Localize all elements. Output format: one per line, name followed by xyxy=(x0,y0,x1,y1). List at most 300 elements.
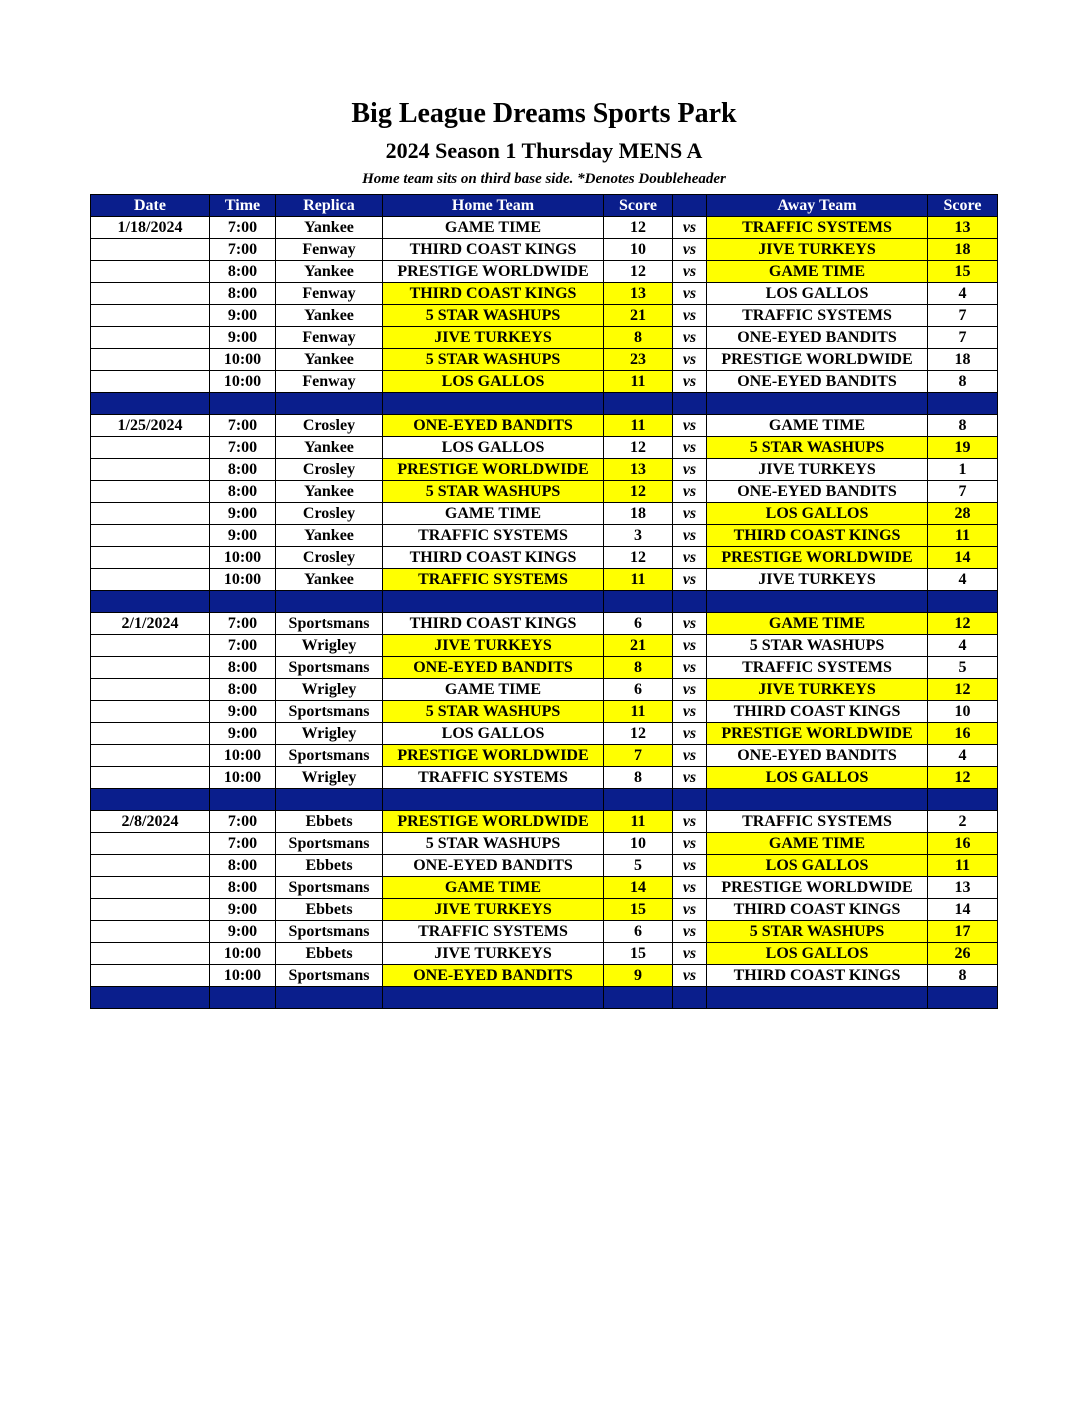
time-cell: 8:00 xyxy=(210,283,276,305)
separator-cell xyxy=(276,591,383,613)
date-cell xyxy=(91,943,210,965)
home-team-cell: PRESTIGE WORLDWIDE xyxy=(383,745,604,767)
vs-cell: vs xyxy=(673,305,707,327)
time-cell: 10:00 xyxy=(210,767,276,789)
home-score-cell: 12 xyxy=(604,217,673,239)
time-cell: 8:00 xyxy=(210,459,276,481)
replica-cell: Sportsmans xyxy=(276,877,383,899)
vs-cell: vs xyxy=(673,877,707,899)
date-cell xyxy=(91,371,210,393)
date-cell xyxy=(91,657,210,679)
away-score-cell: 4 xyxy=(928,745,998,767)
home-team-cell: THIRD COAST KINGS xyxy=(383,547,604,569)
replica-cell: Ebbets xyxy=(276,899,383,921)
home-score-cell: 23 xyxy=(604,349,673,371)
replica-cell: Yankee xyxy=(276,305,383,327)
home-score-cell: 21 xyxy=(604,635,673,657)
separator-cell xyxy=(276,987,383,1009)
away-team-cell: GAME TIME xyxy=(707,415,928,437)
vs-cell: vs xyxy=(673,525,707,547)
time-cell: 10:00 xyxy=(210,371,276,393)
home-score-cell: 11 xyxy=(604,415,673,437)
week-separator-row xyxy=(91,789,998,811)
vs-cell: vs xyxy=(673,811,707,833)
home-team-cell: LOS GALLOS xyxy=(383,371,604,393)
away-score-cell: 28 xyxy=(928,503,998,525)
time-cell: 9:00 xyxy=(210,305,276,327)
home-score-cell: 14 xyxy=(604,877,673,899)
table-row xyxy=(91,943,998,965)
separator-cell xyxy=(604,987,673,1009)
home-team-cell: 5 STAR WASHUPS xyxy=(383,833,604,855)
away-team-cell: LOS GALLOS xyxy=(707,503,928,525)
table-row xyxy=(91,635,998,657)
away-team-cell: JIVE TURKEYS xyxy=(707,239,928,261)
time-cell: 10:00 xyxy=(210,965,276,987)
separator-cell xyxy=(276,393,383,415)
vs-cell: vs xyxy=(673,679,707,701)
date-cell xyxy=(91,723,210,745)
home-score-cell: 11 xyxy=(604,371,673,393)
home-score-cell: 8 xyxy=(604,657,673,679)
replica-cell: Sportsmans xyxy=(276,701,383,723)
away-team-cell: TRAFFIC SYSTEMS xyxy=(707,305,928,327)
time-cell: 9:00 xyxy=(210,701,276,723)
table-row xyxy=(91,833,998,855)
separator-cell xyxy=(383,393,604,415)
separator-cell xyxy=(604,591,673,613)
replica-cell: Sportsmans xyxy=(276,965,383,987)
separator-cell xyxy=(928,591,998,613)
away-score-cell: 12 xyxy=(928,613,998,635)
time-cell: 9:00 xyxy=(210,899,276,921)
separator-cell xyxy=(928,987,998,1009)
header-replica: Replica xyxy=(276,195,383,217)
table-row xyxy=(91,261,998,283)
home-score-cell: 13 xyxy=(604,283,673,305)
time-cell: 9:00 xyxy=(210,525,276,547)
table-row xyxy=(91,327,998,349)
table-row xyxy=(91,437,998,459)
schedule-table xyxy=(90,194,998,1009)
separator-cell xyxy=(673,789,707,811)
away-score-cell: 16 xyxy=(928,833,998,855)
table-row xyxy=(91,547,998,569)
home-team-cell: 5 STAR WASHUPS xyxy=(383,349,604,371)
date-cell xyxy=(91,459,210,481)
home-team-cell: GAME TIME xyxy=(383,679,604,701)
vs-cell: vs xyxy=(673,415,707,437)
table-row xyxy=(91,899,998,921)
replica-cell: Yankee xyxy=(276,217,383,239)
away-team-cell: LOS GALLOS xyxy=(707,767,928,789)
home-team-cell: 5 STAR WASHUPS xyxy=(383,701,604,723)
home-team-cell: ONE-EYED BANDITS xyxy=(383,657,604,679)
header-time: Time xyxy=(210,195,276,217)
separator-cell xyxy=(673,591,707,613)
home-team-cell: ONE-EYED BANDITS xyxy=(383,965,604,987)
date-cell xyxy=(91,239,210,261)
separator-cell xyxy=(673,987,707,1009)
table-row xyxy=(91,745,998,767)
away-score-cell: 4 xyxy=(928,283,998,305)
table-row xyxy=(91,679,998,701)
replica-cell: Crosley xyxy=(276,415,383,437)
away-score-cell: 19 xyxy=(928,437,998,459)
table-row xyxy=(91,283,998,305)
table-row xyxy=(91,503,998,525)
replica-cell: Fenway xyxy=(276,327,383,349)
away-score-cell: 7 xyxy=(928,305,998,327)
vs-cell: vs xyxy=(673,965,707,987)
away-team-cell: PRESTIGE WORLDWIDE xyxy=(707,723,928,745)
separator-cell xyxy=(707,789,928,811)
separator-cell xyxy=(604,789,673,811)
vs-cell: vs xyxy=(673,437,707,459)
time-cell: 9:00 xyxy=(210,723,276,745)
date-cell xyxy=(91,679,210,701)
away-score-cell: 8 xyxy=(928,965,998,987)
date-cell: 2/8/2024 xyxy=(91,811,210,833)
separator-cell xyxy=(707,393,928,415)
home-score-cell: 15 xyxy=(604,899,673,921)
page-title: Big League Dreams Sports Park xyxy=(351,98,737,129)
away-score-cell: 26 xyxy=(928,943,998,965)
time-cell: 10:00 xyxy=(210,349,276,371)
away-team-cell: THIRD COAST KINGS xyxy=(707,965,928,987)
time-cell: 8:00 xyxy=(210,877,276,899)
date-cell xyxy=(91,305,210,327)
separator-cell xyxy=(928,789,998,811)
separator-cell xyxy=(91,591,210,613)
separator-cell xyxy=(383,987,604,1009)
separator-cell xyxy=(91,393,210,415)
separator-cell xyxy=(707,591,928,613)
away-team-cell: THIRD COAST KINGS xyxy=(707,701,928,723)
away-score-cell: 13 xyxy=(928,877,998,899)
home-score-cell: 8 xyxy=(604,327,673,349)
date-cell xyxy=(91,437,210,459)
time-cell: 7:00 xyxy=(210,239,276,261)
home-team-cell: LOS GALLOS xyxy=(383,723,604,745)
date-cell xyxy=(91,547,210,569)
table-row xyxy=(91,657,998,679)
home-team-cell: PRESTIGE WORLDWIDE xyxy=(383,459,604,481)
date-cell xyxy=(91,635,210,657)
time-cell: 10:00 xyxy=(210,547,276,569)
time-cell: 10:00 xyxy=(210,745,276,767)
header-date: Date xyxy=(91,195,210,217)
date-cell xyxy=(91,745,210,767)
away-team-cell: PRESTIGE WORLDWIDE xyxy=(707,349,928,371)
table-row xyxy=(91,525,998,547)
home-team-cell: ONE-EYED BANDITS xyxy=(383,415,604,437)
away-score-cell: 4 xyxy=(928,569,998,591)
separator-cell xyxy=(210,987,276,1009)
vs-cell: vs xyxy=(673,833,707,855)
week-separator-row xyxy=(91,393,998,415)
replica-cell: Yankee xyxy=(276,349,383,371)
date-cell xyxy=(91,349,210,371)
header-away-score: Score xyxy=(928,195,998,217)
away-score-cell: 8 xyxy=(928,371,998,393)
replica-cell: Wrigley xyxy=(276,767,383,789)
schedule-body xyxy=(91,217,998,1009)
replica-cell: Yankee xyxy=(276,261,383,283)
time-cell: 8:00 xyxy=(210,481,276,503)
time-cell: 8:00 xyxy=(210,855,276,877)
away-team-cell: LOS GALLOS xyxy=(707,283,928,305)
vs-cell: vs xyxy=(673,547,707,569)
home-score-cell: 3 xyxy=(604,525,673,547)
replica-cell: Fenway xyxy=(276,283,383,305)
away-team-cell: LOS GALLOS xyxy=(707,943,928,965)
home-team-cell: JIVE TURKEYS xyxy=(383,943,604,965)
replica-cell: Sportsmans xyxy=(276,613,383,635)
away-team-cell: LOS GALLOS xyxy=(707,855,928,877)
home-team-cell: TRAFFIC SYSTEMS xyxy=(383,569,604,591)
away-team-cell: ONE-EYED BANDITS xyxy=(707,371,928,393)
replica-cell: Yankee xyxy=(276,525,383,547)
vs-cell: vs xyxy=(673,899,707,921)
date-cell: 1/25/2024 xyxy=(91,415,210,437)
replica-cell: Crosley xyxy=(276,503,383,525)
replica-cell: Fenway xyxy=(276,371,383,393)
away-score-cell: 7 xyxy=(928,327,998,349)
away-score-cell: 4 xyxy=(928,635,998,657)
table-row xyxy=(91,613,998,635)
replica-cell: Crosley xyxy=(276,547,383,569)
home-score-cell: 6 xyxy=(604,921,673,943)
date-cell xyxy=(91,965,210,987)
vs-cell: vs xyxy=(673,921,707,943)
replica-cell: Ebbets xyxy=(276,811,383,833)
date-cell xyxy=(91,899,210,921)
home-team-cell: LOS GALLOS xyxy=(383,437,604,459)
away-team-cell: JIVE TURKEYS xyxy=(707,459,928,481)
time-cell: 9:00 xyxy=(210,327,276,349)
away-score-cell: 12 xyxy=(928,767,998,789)
date-cell xyxy=(91,767,210,789)
header-vs xyxy=(673,195,707,217)
separator-cell xyxy=(210,591,276,613)
away-team-cell: TRAFFIC SYSTEMS xyxy=(707,657,928,679)
table-row xyxy=(91,371,998,393)
date-cell xyxy=(91,283,210,305)
separator-cell xyxy=(91,789,210,811)
away-score-cell: 18 xyxy=(928,239,998,261)
time-cell: 7:00 xyxy=(210,613,276,635)
table-row xyxy=(91,459,998,481)
away-score-cell: 14 xyxy=(928,899,998,921)
away-score-cell: 13 xyxy=(928,217,998,239)
separator-cell xyxy=(210,393,276,415)
home-score-cell: 12 xyxy=(604,723,673,745)
home-team-cell: PRESTIGE WORLDWIDE xyxy=(383,261,604,283)
separator-cell xyxy=(673,393,707,415)
table-row xyxy=(91,481,998,503)
replica-cell: Crosley xyxy=(276,459,383,481)
away-score-cell: 17 xyxy=(928,921,998,943)
away-team-cell: JIVE TURKEYS xyxy=(707,679,928,701)
home-team-cell: TRAFFIC SYSTEMS xyxy=(383,767,604,789)
vs-cell: vs xyxy=(673,767,707,789)
home-score-cell: 8 xyxy=(604,767,673,789)
date-cell xyxy=(91,569,210,591)
date-cell xyxy=(91,855,210,877)
away-team-cell: ONE-EYED BANDITS xyxy=(707,327,928,349)
away-score-cell: 12 xyxy=(928,679,998,701)
away-score-cell: 1 xyxy=(928,459,998,481)
home-score-cell: 11 xyxy=(604,701,673,723)
separator-cell xyxy=(928,393,998,415)
vs-cell: vs xyxy=(673,569,707,591)
away-score-cell: 7 xyxy=(928,481,998,503)
separator-cell xyxy=(276,789,383,811)
away-score-cell: 11 xyxy=(928,855,998,877)
home-team-cell: 5 STAR WASHUPS xyxy=(383,481,604,503)
header-home-score: Score xyxy=(604,195,673,217)
date-cell xyxy=(91,525,210,547)
vs-cell: vs xyxy=(673,855,707,877)
date-cell xyxy=(91,833,210,855)
separator-cell xyxy=(210,789,276,811)
vs-cell: vs xyxy=(673,745,707,767)
home-team-cell: ONE-EYED BANDITS xyxy=(383,855,604,877)
vs-cell: vs xyxy=(673,503,707,525)
separator-cell xyxy=(707,987,928,1009)
time-cell: 7:00 xyxy=(210,635,276,657)
home-score-cell: 10 xyxy=(604,239,673,261)
away-team-cell: THIRD COAST KINGS xyxy=(707,899,928,921)
home-score-cell: 21 xyxy=(604,305,673,327)
away-team-cell: JIVE TURKEYS xyxy=(707,569,928,591)
home-score-cell: 9 xyxy=(604,965,673,987)
home-score-cell: 6 xyxy=(604,679,673,701)
vs-cell: vs xyxy=(673,701,707,723)
home-team-cell: JIVE TURKEYS xyxy=(383,327,604,349)
vs-cell: vs xyxy=(673,217,707,239)
table-row xyxy=(91,349,998,371)
page-subtitle: 2024 Season 1 Thursday MENS A xyxy=(385,138,703,163)
away-team-cell: ONE-EYED BANDITS xyxy=(707,481,928,503)
date-cell xyxy=(91,701,210,723)
home-team-cell: THIRD COAST KINGS xyxy=(383,613,604,635)
week-separator-row xyxy=(91,591,998,613)
separator-cell xyxy=(383,789,604,811)
date-cell: 1/18/2024 xyxy=(91,217,210,239)
home-team-cell: GAME TIME xyxy=(383,217,604,239)
time-cell: 9:00 xyxy=(210,503,276,525)
away-team-cell: 5 STAR WASHUPS xyxy=(707,921,928,943)
home-score-cell: 11 xyxy=(604,811,673,833)
date-cell xyxy=(91,503,210,525)
date-cell xyxy=(91,921,210,943)
home-score-cell: 7 xyxy=(604,745,673,767)
time-cell: 10:00 xyxy=(210,943,276,965)
vs-cell: vs xyxy=(673,349,707,371)
home-team-cell: THIRD COAST KINGS xyxy=(383,283,604,305)
away-score-cell: 2 xyxy=(928,811,998,833)
header-home-team: Home Team xyxy=(383,195,604,217)
table-row xyxy=(91,965,998,987)
away-team-cell: ONE-EYED BANDITS xyxy=(707,745,928,767)
schedule-note: Home team sits on third base side. *Denotes Doubleheader xyxy=(362,171,726,187)
home-score-cell: 11 xyxy=(604,569,673,591)
vs-cell: vs xyxy=(673,239,707,261)
away-team-cell: PRESTIGE WORLDWIDE xyxy=(707,547,928,569)
home-score-cell: 10 xyxy=(604,833,673,855)
vs-cell: vs xyxy=(673,657,707,679)
date-cell xyxy=(91,261,210,283)
home-score-cell: 15 xyxy=(604,943,673,965)
away-score-cell: 10 xyxy=(928,701,998,723)
time-cell: 7:00 xyxy=(210,437,276,459)
away-score-cell: 15 xyxy=(928,261,998,283)
table-row xyxy=(91,701,998,723)
time-cell: 7:00 xyxy=(210,415,276,437)
home-team-cell: JIVE TURKEYS xyxy=(383,635,604,657)
home-score-cell: 5 xyxy=(604,855,673,877)
replica-cell: Sportsmans xyxy=(276,833,383,855)
vs-cell: vs xyxy=(673,327,707,349)
table-row xyxy=(91,767,998,789)
home-team-cell: GAME TIME xyxy=(383,503,604,525)
away-score-cell: 11 xyxy=(928,525,998,547)
vs-cell: vs xyxy=(673,459,707,481)
separator-cell xyxy=(604,393,673,415)
date-cell xyxy=(91,327,210,349)
vs-cell: vs xyxy=(673,943,707,965)
home-team-cell: PRESTIGE WORLDWIDE xyxy=(383,811,604,833)
home-team-cell: 5 STAR WASHUPS xyxy=(383,305,604,327)
home-score-cell: 13 xyxy=(604,459,673,481)
table-row xyxy=(91,305,998,327)
away-team-cell: GAME TIME xyxy=(707,261,928,283)
home-score-cell: 18 xyxy=(604,503,673,525)
week-separator-row xyxy=(91,987,998,1009)
table-row xyxy=(91,239,998,261)
away-score-cell: 5 xyxy=(928,657,998,679)
replica-cell: Wrigley xyxy=(276,679,383,701)
replica-cell: Yankee xyxy=(276,437,383,459)
away-score-cell: 8 xyxy=(928,415,998,437)
date-cell xyxy=(91,877,210,899)
replica-cell: Ebbets xyxy=(276,855,383,877)
time-cell: 8:00 xyxy=(210,679,276,701)
home-team-cell: JIVE TURKEYS xyxy=(383,899,604,921)
home-team-cell: GAME TIME xyxy=(383,877,604,899)
table-row xyxy=(91,415,998,437)
home-score-cell: 6 xyxy=(604,613,673,635)
home-score-cell: 12 xyxy=(604,547,673,569)
replica-cell: Wrigley xyxy=(276,723,383,745)
table-row xyxy=(91,921,998,943)
vs-cell: vs xyxy=(673,261,707,283)
table-row xyxy=(91,811,998,833)
away-team-cell: TRAFFIC SYSTEMS xyxy=(707,217,928,239)
time-cell: 8:00 xyxy=(210,657,276,679)
home-team-cell: TRAFFIC SYSTEMS xyxy=(383,921,604,943)
time-cell: 9:00 xyxy=(210,921,276,943)
vs-cell: vs xyxy=(673,635,707,657)
table-row xyxy=(91,569,998,591)
away-team-cell: 5 STAR WASHUPS xyxy=(707,635,928,657)
time-cell: 10:00 xyxy=(210,569,276,591)
away-team-cell: 5 STAR WASHUPS xyxy=(707,437,928,459)
replica-cell: Sportsmans xyxy=(276,745,383,767)
time-cell: 7:00 xyxy=(210,217,276,239)
